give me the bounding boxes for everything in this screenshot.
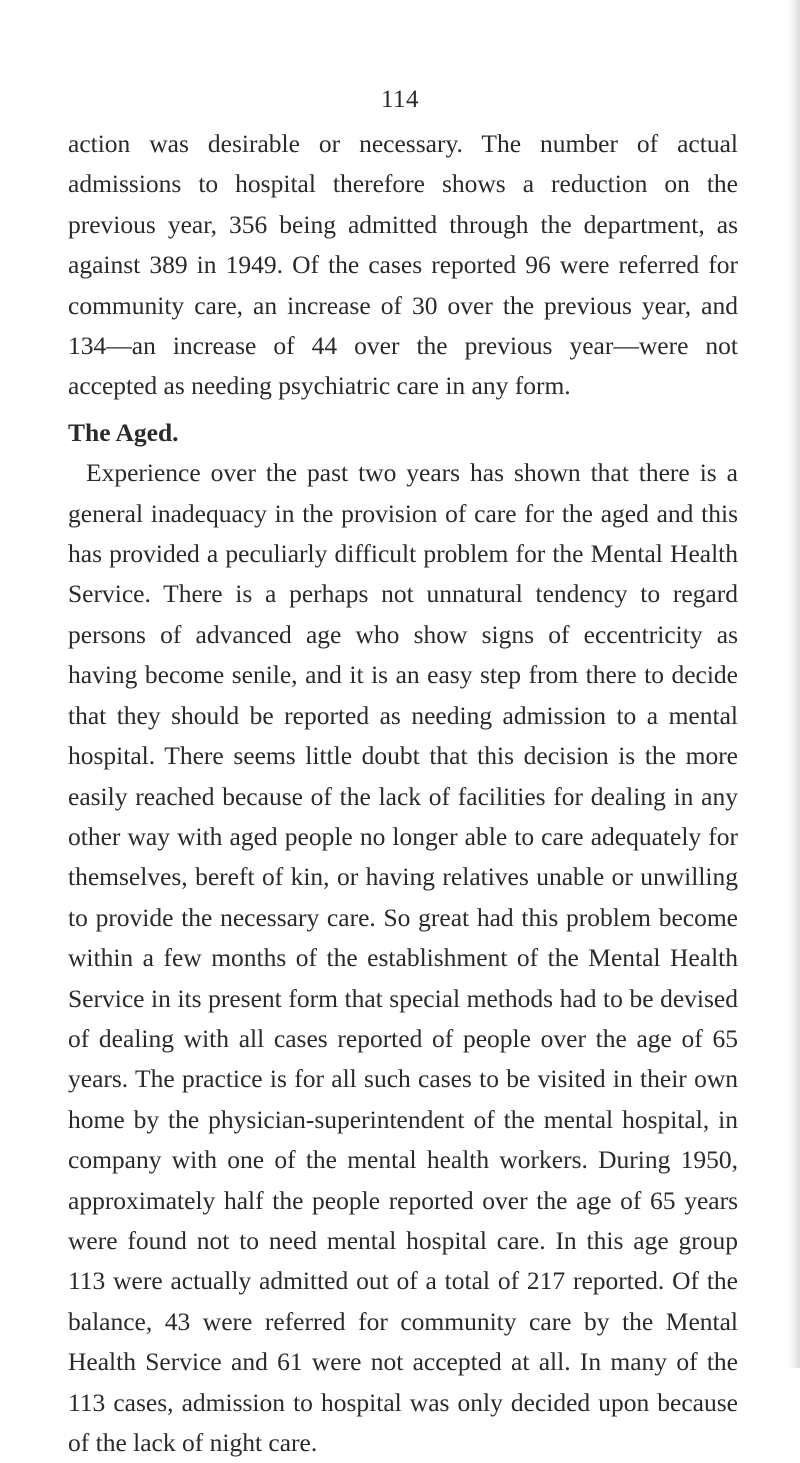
page-number: 114 <box>380 86 420 113</box>
paragraph-the-aged: Experience over the past two years has shown that there is a general inadequacy in the provision of care for the aged and this has provided a peculiarly difficult problem for the Mental Health Service. There is a perhaps not unnatural tendency to regard persons of advanced age who show signs of eccentricity as having become senile, and it is an easy step from there to decide that they should be reported as needing admission to a mental hospital. There seems little doubt that this decision is the more easily reached because of the lack of facilities for dealing in any other way with aged people no longer able to care adequately for themselves, bereft of kin, or having relatives unable or unwilling to provide the necessary care. So great had this problem become within a few months of the establishment of the Mental Health Service in its present form that special methods had to be devised of dealing with all cases reported of people over the age of 65 years. The practice is for all such cases to be visited in their own home by the physician-superintendent of the mental hospital, in company with one of the mental health workers. During 1950, approximately half the people reported over the age of 65 years were found not to need mental hospital care. In this age group 113 were actually admitted out of a total of 217 reported. Of the balance, 43 were referred for community care by the Mental Health Service and 61 were not accepted at all. In many of the 113 cases, admission to hospital was only decided upon because of the lack of night care. <box>68 458 738 1457</box>
page-edge-shadow <box>788 0 800 1368</box>
page-body <box>68 124 738 1463</box>
section-heading-the-aged: The Aged. <box>68 417 179 447</box>
paragraph-admissions: action was desirable or necessary. The number of actual admissions to hospital therefore shows a reduction on the previous year, 356 being admitted through the department, as against 389 in 1949. Of the cases reported 96 were referred for community care, an increase of 30 over the previous year, and 134—an increase of 44 over the previous year—were not accepted as needing psychiatric care in any form. <box>68 129 738 401</box>
